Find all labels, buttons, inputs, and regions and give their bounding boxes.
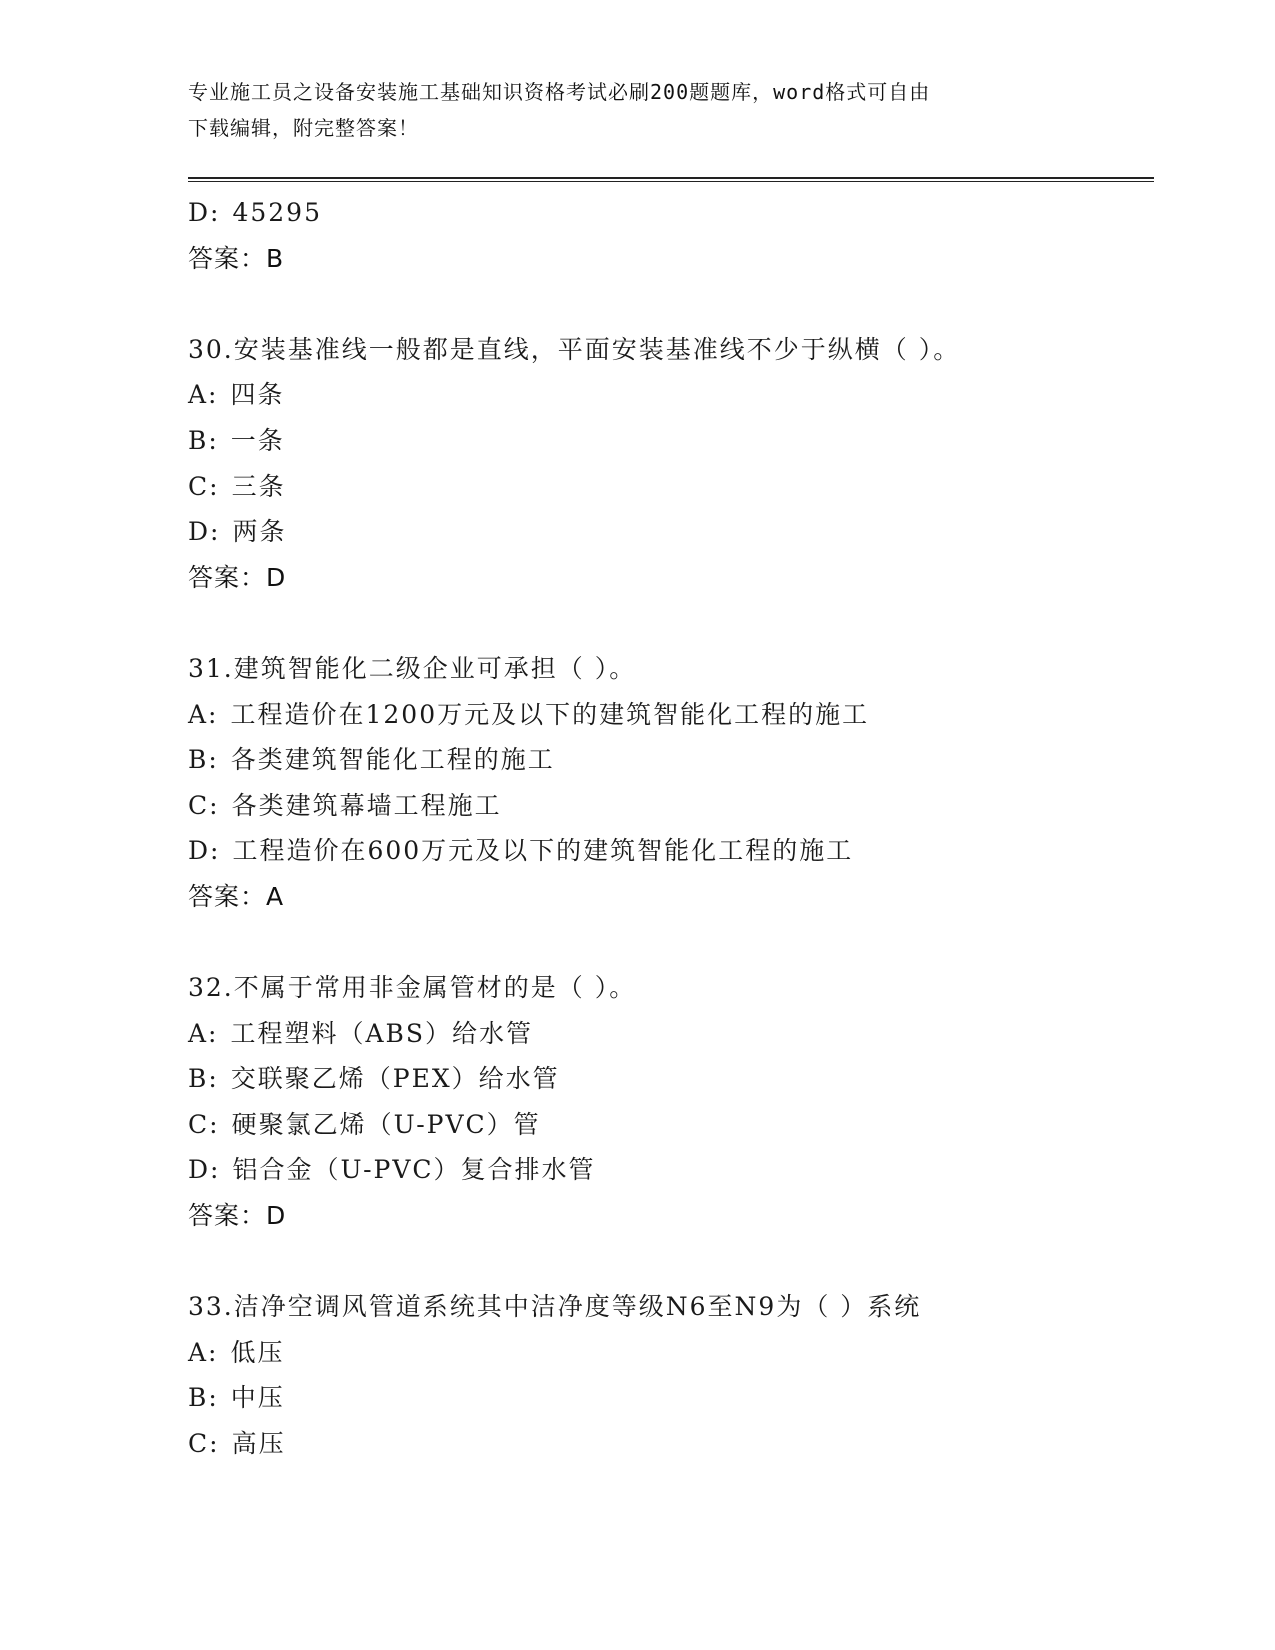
spacer [188,920,1154,966]
option-label: D: [188,517,221,547]
question-31-option-b [188,737,1154,783]
spacer [188,1239,1154,1285]
question-32-stem: 32.不属于常用非金属管材的是（ ）。 [188,973,637,1003]
question-content [188,190,1154,1467]
option-text: 硬聚氯乙烯（U-PVC）管 [231,1109,541,1139]
option-label: D: [188,1155,221,1185]
question-33-option-a [188,1330,1154,1376]
option-label: C: [188,1429,220,1459]
option-label: B: [188,745,219,775]
question-33-option-b [188,1375,1154,1421]
option-text: 两条 [232,517,287,547]
question-33-stem: 33.洁净空调风管道系统其中洁净度等级N6至N9为（ ）系统 [188,1292,922,1322]
option-text: 工程造价在1200万元及以下的建筑智能化工程的施工 [230,699,870,729]
option-text: 高压 [231,1429,286,1459]
option-text: 三条 [231,471,286,501]
question-30-option-c [188,464,1154,510]
spacer [188,281,1154,327]
header-line-1: 专业施工员之设备安装施工基础知识资格考试必刷200题题库，word格式可自由 [188,80,931,104]
option-text: 工程塑料（ABS）给水管 [230,1018,534,1048]
prev-option-d [188,190,1154,236]
header-line-2: 下载编辑，附完整答案！ [188,116,419,140]
prev-answer: 答案：B [188,243,285,273]
question-31-option-c [188,783,1154,829]
question-30-option-b [188,418,1154,464]
option-text: 中压 [230,1383,285,1413]
question-30-answer: 答案：D [188,562,287,592]
question-31-answer: 答案：A [188,881,285,911]
question-32-answer: 答案：D [188,1201,287,1231]
option-label: C: [188,1109,220,1139]
spacer [188,600,1154,646]
question-32-option-a [188,1011,1154,1057]
question-30-option-d [188,509,1154,555]
question-30-option-a [188,372,1154,418]
option-text: 各类建筑智能化工程的施工 [230,745,555,775]
question-30-stem: 30.安装基准线一般都是直线，平面安装基准线不少于纵横（ ）。 [188,334,961,364]
option-label: B: [188,1383,219,1413]
option-text: 铝合金（U-PVC）复合排水管 [232,1155,596,1185]
option-label: A: [188,699,219,729]
question-32-option-d [188,1147,1154,1193]
option-text: 45295 [232,198,322,227]
header-divider [188,177,1154,182]
option-label: C: [188,790,220,820]
option-label: A: [188,1337,219,1367]
option-text: 一条 [230,425,285,455]
option-label: B: [188,1064,219,1094]
option-text: 低压 [230,1337,285,1367]
option-label: B: [188,425,219,455]
option-label: A: [188,1018,219,1048]
option-label: D: [188,836,221,866]
question-32-option-c [188,1102,1154,1148]
document-header [188,74,1088,146]
option-label: D: [188,198,221,227]
question-32-option-b [188,1056,1154,1102]
option-label: A: [188,380,219,410]
option-text: 四条 [230,380,285,410]
question-31-stem: 31.建筑智能化二级企业可承担（ ）。 [188,653,637,683]
question-33-option-c [188,1421,1154,1467]
question-31-option-d [188,828,1154,874]
question-31-option-a [188,692,1154,738]
option-label: C: [188,471,220,501]
option-text: 各类建筑幕墙工程施工 [231,790,502,820]
option-text: 交联聚乙烯（PEX）给水管 [230,1064,560,1094]
option-text: 工程造价在600万元及以下的建筑智能化工程的施工 [232,836,854,866]
